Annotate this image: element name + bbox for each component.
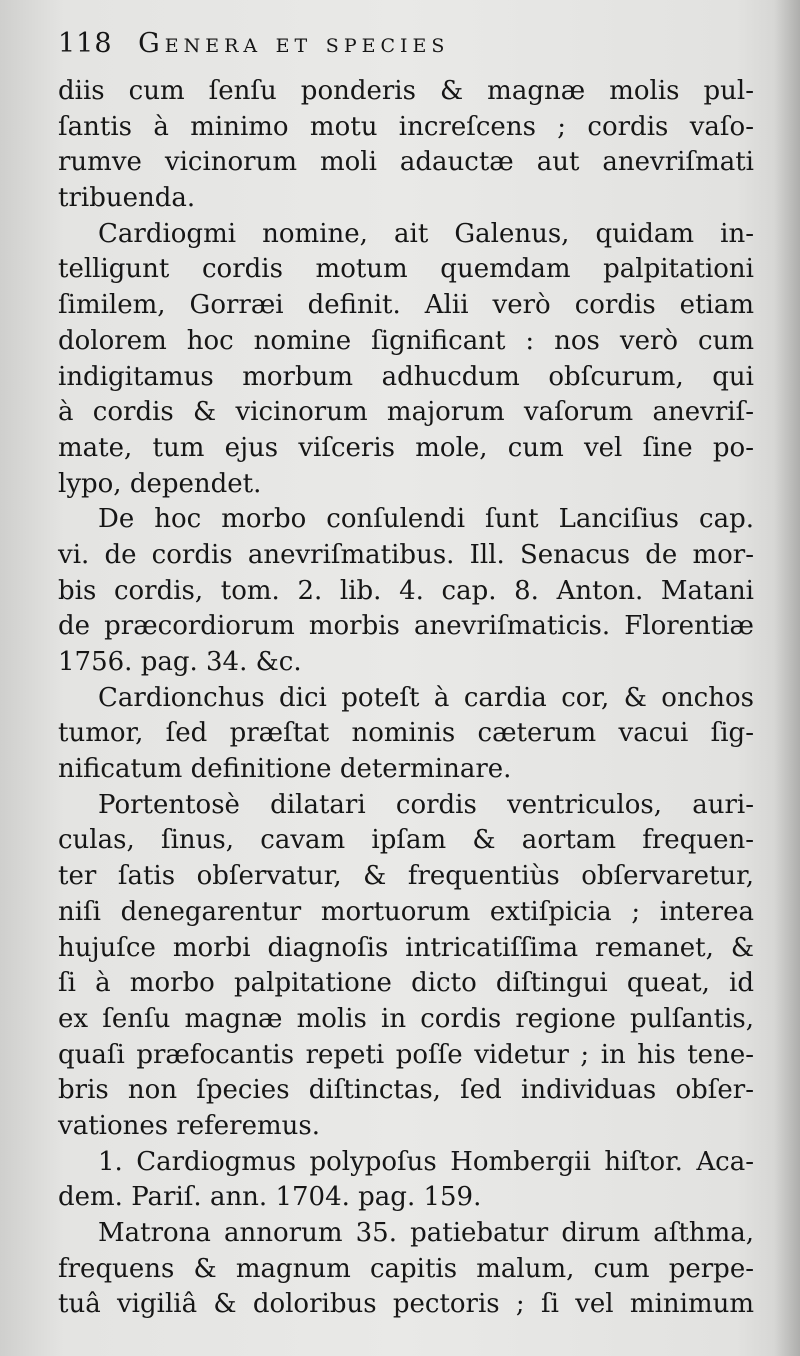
page-number: 118 (58, 28, 113, 59)
text-line: hujuſce morbi diagnoſis intricatiſſima remanet, & (58, 932, 754, 963)
text-line: lypo, dependet. (58, 468, 262, 499)
text-line: à cordis & vicinorum majorum vaſorum anevriſ- (58, 397, 754, 428)
text-line: 1756. pag. 34. &c. (58, 647, 302, 677)
text-line: vationes referemus. (58, 1110, 320, 1141)
text-line: indigitamus morbum adhucdum obſcurum, qui (58, 361, 754, 392)
text-line: dolorem hoc nomine ſignificant : nos verò cum (58, 325, 754, 356)
text-line: telligunt cordis motum quemdam palpitationi (58, 254, 754, 285)
text-line: ſi à morbo palpitatione dicto diſtingui queat, id (58, 968, 754, 999)
text-line: Matrona annorum 35. patiebatur dirum aſthma, (98, 1218, 754, 1248)
text-line: de præcordiorum morbis anevriſmaticis. Florentiæ (58, 611, 754, 642)
running-title: Genera et species (138, 28, 450, 59)
text-block (58, 74, 754, 1323)
text-line: quaſi præfocantis repeti poſſe videtur ; in his tene- (58, 1039, 754, 1070)
text-line: De hoc morbo conſulendi ſunt Lanciſius cap. (98, 504, 754, 535)
text-line: ſantis à minimo motu increſcens ; cordis vaſo- (58, 111, 754, 142)
text-line: Portentosè dilatari cordis ventriculos, auri- (98, 789, 754, 820)
text-line: Cardionchus dici poteſt à cardia cor, & onchos (98, 682, 754, 713)
text-line: bris non ſpecies diſtinctas, ſed individuas obſer- (58, 1075, 754, 1106)
page-edge-shadow (774, 0, 800, 1356)
text-line: Cardiogmi nomine, ait Galenus, quidam in- (98, 218, 754, 249)
text-line: nificatum definitione determinare. (58, 754, 512, 785)
text-line: tumor, ſed præſtat nominis cæterum vacui ſig- (58, 718, 754, 749)
text-line: diis cum ſenſu ponderis & magnæ molis pul- (58, 76, 754, 106)
text-line: ter ſatis obſervatur, & frequentiùs obſervaretur, (58, 861, 754, 892)
text-line: tribuenda. (58, 183, 196, 214)
text-line: ſimilem, Gorræi definit. Alii verò cordis etiam (58, 290, 754, 321)
text-line: mate, tum ejus viſceris mole, cum vel ſine po- (58, 432, 754, 463)
text-line: niſi denegarentur mortuorum extiſpicia ; interea (58, 896, 754, 927)
text-line: frequens & magnum capitis malum, cum perpe- (58, 1253, 754, 1284)
text-line: bis cordis, tom. 2. lib. 4. cap. 8. Anton. Matani (58, 575, 754, 606)
text-line: ex ſenſu magnæ molis in cordis regione pulſantis, (58, 1003, 754, 1034)
running-header (58, 28, 449, 59)
text-line: rumve vicinorum moli adauctæ aut anevriſmati (58, 147, 754, 178)
text-line: vi. de cordis anevriſmatibus. Ill. Senacus de mor- (58, 539, 754, 570)
text-line: tuâ vigiliâ & doloribus pectoris ; ſi vel minimum (58, 1289, 754, 1320)
text-line: 1. Cardiogmus polypoſus Hombergii hiſtor. Aca- (98, 1146, 754, 1177)
text-line: dem. Pariſ. ann. 1704. pag. 159. (58, 1182, 482, 1213)
text-line: culas, ſinus, cavam ipſam & aortam frequen- (58, 825, 754, 856)
